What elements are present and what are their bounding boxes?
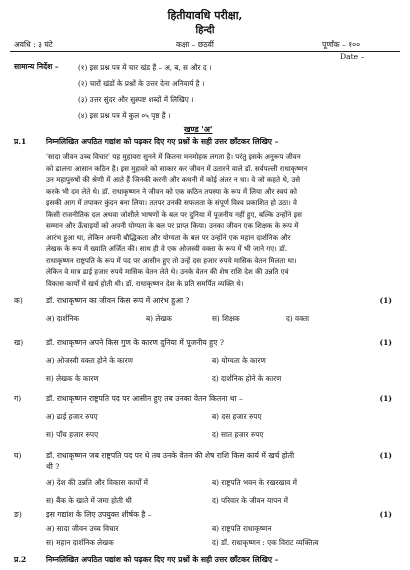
- subquestion-label: ङ): [14, 510, 22, 519]
- exam-title: हितीयावधि परीक्षा,: [167, 9, 243, 22]
- subquestion-label: क): [14, 296, 23, 305]
- option: स) महान दार्शनिक लेखक: [46, 538, 114, 547]
- passage: [46, 151, 392, 289]
- marks: (1): [379, 296, 392, 305]
- marks: (1): [379, 338, 392, 347]
- max-marks: पूर्णांक – १००: [322, 40, 361, 49]
- marks: (1): [379, 451, 392, 460]
- instruction-item: (४) इस प्रश्न पत्र में कुल ०५ पृष्ठ हैं ।: [78, 111, 171, 120]
- date-field: Date –: [340, 52, 365, 61]
- option: स) लेखक के कारण: [46, 374, 99, 383]
- option: स) शिक्षक: [212, 314, 240, 323]
- marks: (1): [379, 394, 392, 403]
- subquestion-text: डॉ. राधाकृष्णन अपने किस गुण के कारण दुनिया में पूजनीय हुए ?: [46, 338, 224, 347]
- option: अ) देश की उन्नति और विकास कार्यों में: [46, 478, 148, 487]
- class: कक्षा – छठवीं: [176, 40, 214, 49]
- passage-line: विकास कार्यों में खर्च होती थी। डॉ. राधाकृष्णन देश के प्रति समर्पित व्यक्ति थे।: [46, 278, 244, 288]
- option: ब) राष्ट्रपति राधाकृष्णन: [212, 524, 272, 533]
- passage-line: आरंभ हुआ था, लेकिन अपनी बौद्धिकता और योग्यता के बल पर उन्होंने एक महान दार्शनिक और: [46, 232, 291, 242]
- passage-line: किसी राजनीतिक दल अथवा जोशीले भाषणों के बल पर दुनिया में पूजनीय नहीं हुए, बल्कि उन्होंने इस: [46, 209, 302, 219]
- subquestion-text-cont: थी ?: [46, 462, 60, 471]
- option: द) वक्ता: [286, 314, 310, 323]
- question-prompt: निम्नलिखित अपठित पद्यांश को पढ़कर दिए गए प्रश्नों के सही उत्तर छाँटकर लिखिए –: [46, 555, 279, 564]
- option: द) दार्शनिक होने के कारण: [212, 374, 282, 383]
- instruction-item: (३) उत्तर सुंदर और सुस्पष्ट शब्दों में लिखिए ।: [78, 95, 194, 104]
- passage-line: 'सादा जीवन उच्च विचार' यह मुहावरा सुनने में कितना मनमोहक लगता है। परंतु इसके अनुरूप जीवन: [46, 152, 301, 161]
- instruction-item: (१) इस प्रश्न पत्र में चार खंड हैं – अ, ब, स और द ।: [78, 63, 212, 72]
- option: द) परिवार के जीवन यापन में: [212, 496, 288, 505]
- question-number: प्र.2: [14, 555, 27, 564]
- option: ब) दस हजार रुपए: [212, 412, 262, 421]
- subquestion-text: डॉ. राधाकृष्णन जब राष्ट्रपति पद पर थे तब उनके वेतन की शेष राशि किस कार्य में खर्च होती: [46, 451, 295, 460]
- option: अ) ओजस्वी वक्ता होने के कारण: [46, 356, 133, 365]
- subject-title: हिन्दी: [195, 25, 215, 36]
- marks: (1): [379, 510, 392, 519]
- passage-line: लेकिन वे मात्र ढाई हजार रुपये मासिक वेतन लेते थे। उनके वेतन की शेष राशि देश की उन्नति एवं: [46, 267, 289, 276]
- subquestion-label: घ): [14, 451, 22, 460]
- instructions-heading: सामान्य निर्देश –: [14, 62, 59, 71]
- option: अ) सादा जीवन उच्च विचार: [46, 524, 119, 533]
- question-number: प्र.1: [14, 137, 27, 146]
- passage-line: लेखक के रूप में ख्याति अर्जित की। साथ ही वे एक ओजस्वी वक्ता के रूप में भी जाने गए। डॉ.: [46, 244, 288, 253]
- option: अ) दार्शनिक: [46, 314, 80, 323]
- passage-line: उन महापुरुषों की श्रेणी में आते हैं जिनकी करनी और कथनी में कोई अंतर न था। वे जो कहते थे, उसे: [46, 175, 301, 184]
- passage-line: करके भी दम लेते थे। डॉ. राधाकृष्णन ने जीवन को एक कठिन तपस्या के रूप में लिया और स्वयं को: [46, 186, 297, 196]
- duration: अवधि : ३ घंटे: [14, 40, 53, 49]
- section-heading: खण्ड 'अ': [184, 124, 213, 134]
- instruction-item: (२) चारों खंडों के प्रश्नों के उत्तर देना अनिवार्य है ।: [78, 79, 205, 88]
- passage-line: राधाकृष्णन राष्ट्रपति के रूप में पद पर आसीन हुए तो उन्हें दस हजार रुपये मासिक वेतन मिलता था।: [46, 255, 297, 265]
- subquestion-text: इस गद्यांश के लिए उपयुक्त शीर्षक है –: [46, 510, 152, 519]
- question-prompt: निम्नलिखित अपठित गद्यांश को पढ़कर दिए गए प्रश्नों के सही उत्तर छाँटकर लिखिए –: [46, 137, 279, 146]
- option: द) डॉ. राधाकृष्णन : एक विराट व्यक्तित्व: [212, 538, 319, 547]
- option: द) सात हजार रुपए: [212, 430, 264, 439]
- passage-line: इसकी आग में तपाकर कुंदन बना लिया। ततपर उनकी सफलता के संपूर्ण विश्व प्रकाशित हो उठा। वे: [46, 198, 297, 207]
- option: ब) राष्ट्रपति भवन के रखरखाव में: [212, 478, 297, 487]
- option: स) पाँच हजार रुपए: [46, 430, 99, 439]
- subquestion-text: डॉ. राधाकृष्णन का जीवन किस रूप में आरंभ हुआ ?: [46, 296, 190, 305]
- option: ब) योग्यता के कारण: [212, 356, 266, 365]
- option: अ) ढाई हजार रुपए: [46, 412, 98, 421]
- option: ब) लेखक: [146, 314, 172, 323]
- passage-line: को ढालना आसान कठिन है। इस मुहावरे को साकार कर जीवन में उतारने वाले डॉ. सर्वपल्ली राधाकृष्णन: [46, 163, 308, 173]
- passage-line: सम्मान और ऊँचाइयों को अपनी योग्यता के बल पर प्राप्त किया। उनका जीवन एक शिक्षक के रूप में: [46, 221, 299, 230]
- subquestion-label: ख): [14, 338, 24, 347]
- subquestion-text: डॉ. राधाकृष्णन राष्ट्रपति पद पर आसीन हुए तब उनका वेतन कितना था –: [46, 394, 243, 403]
- option: स) बैंक के खाते में जमा होती थी: [46, 496, 132, 505]
- subquestion-label: ग): [14, 394, 22, 403]
